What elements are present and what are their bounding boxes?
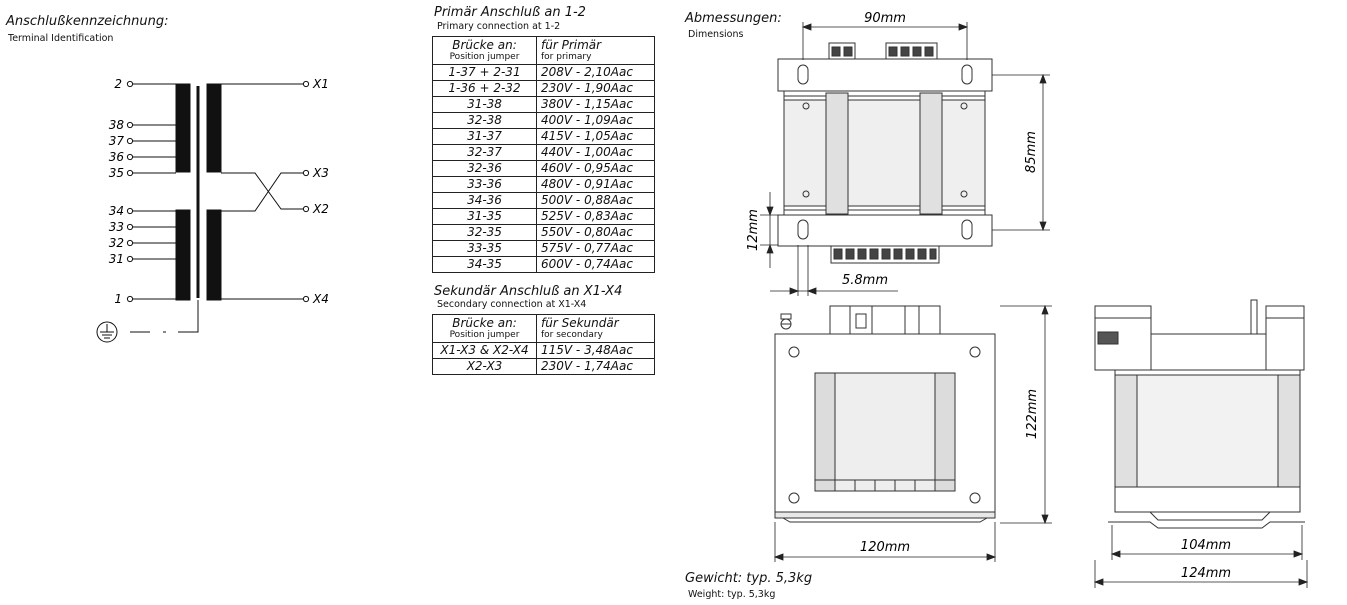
pin-label: 2 bbox=[114, 77, 122, 91]
value-cell: 460V - 0,95Aac bbox=[537, 161, 655, 177]
secondary-header-value: für Sekundär for secondary bbox=[537, 315, 655, 343]
core-lamination bbox=[784, 100, 985, 206]
jumper-cell: 31-38 bbox=[433, 97, 537, 113]
primary-subtitle: Primary connection at 1-2 bbox=[437, 21, 561, 32]
ground-icon bbox=[97, 300, 198, 342]
clamp-strap bbox=[826, 93, 848, 214]
secondary-title: Sekundär Anschluß an X1-X4 bbox=[434, 284, 623, 299]
top-width-label: 90mm bbox=[864, 11, 906, 26]
primary-winding-upper bbox=[176, 84, 190, 172]
jumper-cell: 1-37 + 2-31 bbox=[433, 65, 537, 81]
jumper-cell: X2-X3 bbox=[433, 359, 537, 375]
mount-height-label: 12mm bbox=[746, 209, 761, 251]
pin-label: 35 bbox=[108, 166, 124, 180]
value-cell: 230V - 1,90Aac bbox=[537, 81, 655, 97]
terminal-title: Anschlußkennzeichnung: bbox=[6, 14, 169, 29]
jumper-cell: 32-37 bbox=[433, 145, 537, 161]
top-terminal-block bbox=[829, 43, 937, 59]
transformer-schematic bbox=[97, 81, 309, 342]
value-cell: 500V - 0,88Aac bbox=[537, 193, 655, 209]
value-cell: 230V - 1,74Aac bbox=[537, 359, 655, 375]
front-height-label: 122mm bbox=[1025, 388, 1040, 440]
secondary-header-jumper: Brücke an: Position jumper bbox=[433, 315, 537, 343]
weight-label: Gewicht: typ. 5,3kg bbox=[685, 571, 813, 586]
clamp-strap bbox=[920, 93, 942, 214]
jumper-cell: 1-36 + 2-32 bbox=[433, 81, 537, 97]
jumper-cell: 33-36 bbox=[433, 177, 537, 193]
value-cell: 575V - 0,77Aac bbox=[537, 241, 655, 257]
value-cell: 480V - 0,91Aac bbox=[537, 177, 655, 193]
jumper-cell: 32-35 bbox=[433, 225, 537, 241]
value-cell: 600V - 0,74Aac bbox=[537, 257, 655, 273]
bottom-mounting-plate bbox=[778, 215, 992, 246]
primary-winding-lower bbox=[176, 210, 190, 300]
value-cell: 400V - 1,09Aac bbox=[537, 113, 655, 129]
pin-label: 31 bbox=[108, 252, 124, 266]
jumper-cell: X1-X3 & X2-X4 bbox=[433, 343, 537, 359]
pin-label: 36 bbox=[108, 150, 124, 164]
jumper-cell: 31-35 bbox=[433, 209, 537, 225]
pin-label: X4 bbox=[313, 292, 329, 306]
jumper-cell: 34-35 bbox=[433, 257, 537, 273]
top-mounting-plate bbox=[778, 59, 992, 91]
secondary-winding-lower bbox=[207, 210, 221, 300]
top-view bbox=[778, 43, 992, 263]
jumper-cell: 34-36 bbox=[433, 193, 537, 209]
pin-label: 32 bbox=[108, 236, 124, 250]
pin-label: 37 bbox=[108, 134, 124, 148]
front-view bbox=[775, 306, 995, 522]
pin-label: X3 bbox=[313, 166, 329, 180]
value-cell: 550V - 0,80Aac bbox=[537, 225, 655, 241]
left-leads bbox=[127, 81, 176, 301]
side-view bbox=[1095, 300, 1305, 528]
value-cell: 115V - 3,48Aac bbox=[537, 343, 655, 359]
side-outer-width-label: 124mm bbox=[1180, 566, 1232, 581]
pin-label: 1 bbox=[114, 292, 122, 306]
side-inner-width-label: 104mm bbox=[1180, 538, 1232, 553]
front-width-label: 120mm bbox=[859, 540, 911, 555]
primary-title: Primär Anschluß an 1-2 bbox=[434, 5, 586, 20]
dimensions-subtitle: Dimensions bbox=[688, 29, 744, 40]
primary-header-jumper: Brücke an: Position jumper bbox=[433, 37, 537, 65]
pin-label: 34 bbox=[108, 204, 124, 218]
right-leads bbox=[221, 81, 309, 301]
jumper-cell: 33-35 bbox=[433, 241, 537, 257]
terminal-subtitle: Terminal Identification bbox=[8, 33, 114, 44]
pin-label: 33 bbox=[108, 220, 124, 234]
dimensions-title: Abmessungen: bbox=[685, 11, 782, 26]
value-cell: 415V - 1,05Aac bbox=[537, 129, 655, 145]
jumper-cell: 31-37 bbox=[433, 129, 537, 145]
jumper-cell: 32-38 bbox=[433, 113, 537, 129]
secondary-subtitle: Secondary connection at X1-X4 bbox=[437, 299, 587, 310]
value-cell: 440V - 1,00Aac bbox=[537, 145, 655, 161]
value-cell: 208V - 2,10Aac bbox=[537, 65, 655, 81]
top-height-label: 85mm bbox=[1024, 131, 1039, 173]
jumper-cell: 32-36 bbox=[433, 161, 537, 177]
value-cell: 380V - 1,15Aac bbox=[537, 97, 655, 113]
terminal-housing bbox=[830, 306, 940, 334]
pin-label: X2 bbox=[313, 202, 329, 216]
coil-area bbox=[815, 373, 955, 491]
side-terminal-right bbox=[1266, 306, 1304, 370]
value-cell: 525V - 0,83Aac bbox=[537, 209, 655, 225]
bottom-terminal-block bbox=[831, 246, 939, 263]
pin-label: 38 bbox=[108, 118, 124, 132]
primary-header-value: für Primär for primary bbox=[537, 37, 655, 65]
secondary-winding-upper bbox=[207, 84, 221, 172]
slot-width-label: 5.8mm bbox=[842, 273, 889, 288]
weight-label-en: Weight: typ. 5,3kg bbox=[688, 589, 776, 600]
pin-label: X1 bbox=[313, 77, 329, 91]
